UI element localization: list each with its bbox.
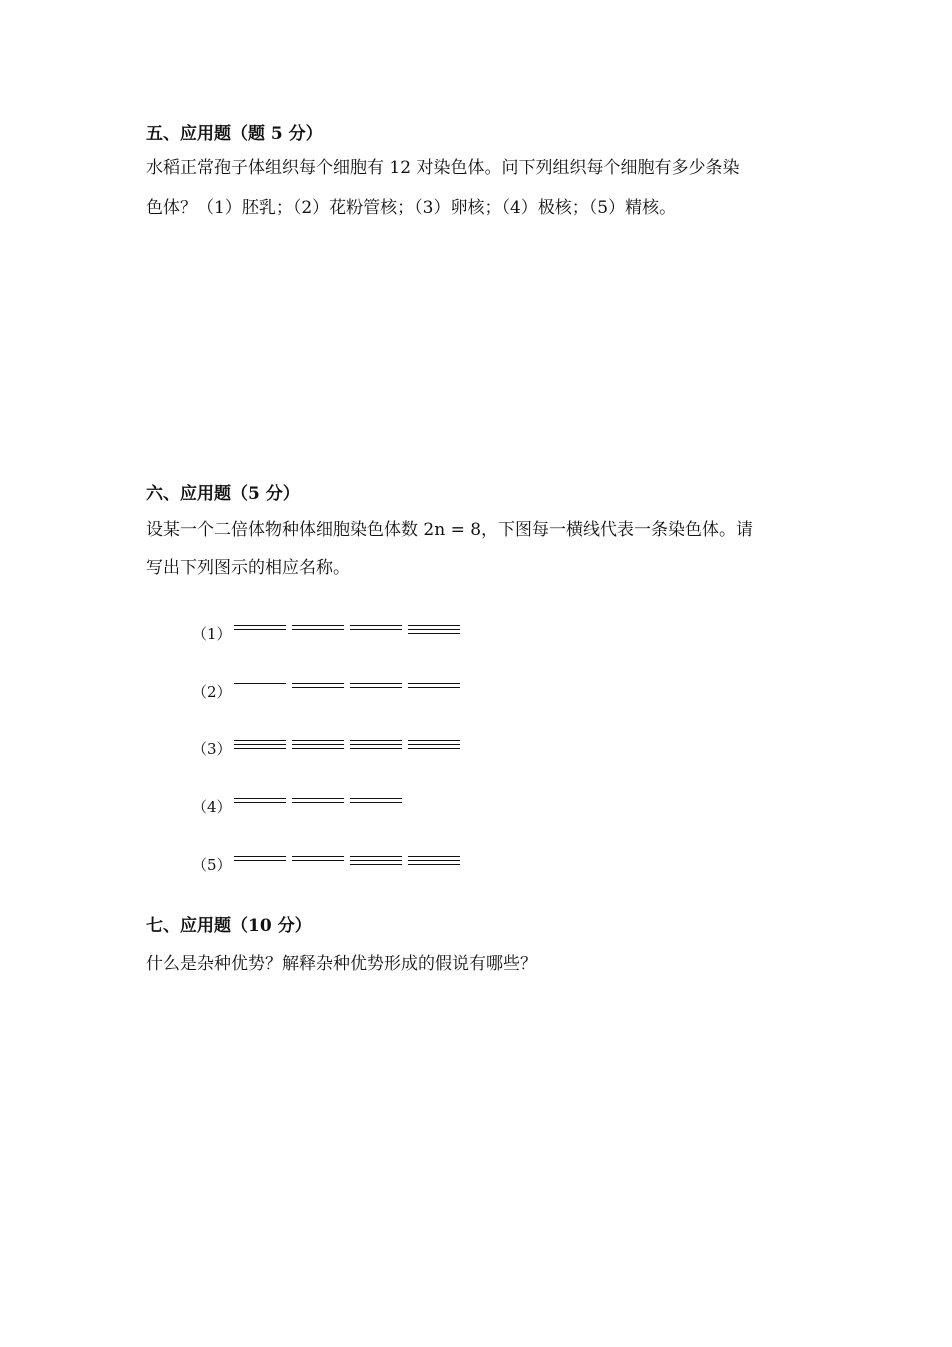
chromosome-line (408, 860, 460, 861)
chromosome-group (408, 853, 460, 877)
diagram-row-1 (192, 622, 492, 646)
chromosome-line (234, 748, 286, 749)
chromosome-group (408, 680, 460, 704)
diagram-row-2 (192, 680, 492, 704)
chromosome-line (234, 802, 286, 803)
chromosome-line (350, 798, 402, 799)
chromosome-line (292, 687, 344, 688)
section-7-heading: 七、应用题（10 分） (146, 916, 312, 936)
chromosome-line (408, 744, 460, 745)
section-6-text-line-1: 设某一个二倍体物种体细胞染色体数 2n = 8，下图每一横线代表一条染色体。请 (146, 520, 754, 540)
chromosome-group (292, 680, 344, 704)
chromosome-line (292, 798, 344, 799)
chromosome-group (292, 737, 344, 761)
chromosome-line (234, 740, 286, 741)
chromosome-line (350, 629, 402, 630)
chromosome-line (292, 740, 344, 741)
chromosome-line (234, 683, 286, 684)
chromosome-line (234, 744, 286, 745)
chromosome-group (350, 853, 402, 877)
chromosome-line (408, 687, 460, 688)
section-5-heading: 五、应用题（题 5 分） (146, 124, 323, 144)
chromosome-line (350, 740, 402, 741)
diagram-row-5 (192, 853, 492, 877)
chromosome-line (408, 748, 460, 749)
chromosome-line (292, 629, 344, 630)
chromosome-line (292, 683, 344, 684)
chromosome-group (350, 622, 402, 646)
chromosome-line (350, 856, 402, 857)
chromosome-group (292, 853, 344, 877)
chromosome-line (292, 856, 344, 857)
section-5-text-line-1: 水稻正常孢子体组织每个细胞有 12 对染色体。问下列组织每个细胞有多少条染 (146, 158, 740, 178)
chromosome-line (408, 633, 460, 634)
chromosome-line (234, 625, 286, 626)
chromosome-line (292, 860, 344, 861)
chromosome-line (408, 683, 460, 684)
chromosome-group (292, 622, 344, 646)
chromosome-group (408, 622, 460, 646)
chromosome-group (350, 795, 402, 819)
chromosome-group (234, 795, 286, 819)
chromosome-line (408, 864, 460, 865)
section-5-text-line-2: 色体？（1）胚乳；（2）花粉管核；（3）卵核；（4）极核；（5）精核。 (146, 198, 677, 218)
diagram-row-label: （5） (192, 856, 232, 874)
chromosome-line (234, 629, 286, 630)
diagram-row-label: （1） (192, 625, 232, 643)
chromosome-line (292, 744, 344, 745)
chromosome-line (350, 625, 402, 626)
chromosome-line (408, 856, 460, 857)
chromosome-line (234, 798, 286, 799)
chromosome-line (350, 802, 402, 803)
chromosome-group (234, 853, 286, 877)
chromosome-line (350, 860, 402, 861)
chromosome-line (408, 740, 460, 741)
chromosome-group (350, 680, 402, 704)
section-6-heading: 六、应用题（5 分） (146, 484, 300, 504)
chromosome-line (292, 625, 344, 626)
section-6-text-line-2: 写出下列图示的相应名称。 (146, 558, 350, 578)
chromosome-line (408, 625, 460, 626)
chromosome-line (350, 864, 402, 865)
chromosome-group (234, 737, 286, 761)
chromosome-line (350, 744, 402, 745)
chromosome-line (408, 629, 460, 630)
diagram-row-4 (192, 795, 492, 819)
chromosome-line (234, 856, 286, 857)
diagram-row-label: （2） (192, 683, 232, 701)
chromosome-group (292, 795, 344, 819)
chromosome-group (350, 737, 402, 761)
chromosome-line (350, 683, 402, 684)
chromosome-line (350, 748, 402, 749)
chromosome-line (234, 860, 286, 861)
chromosome-line (350, 687, 402, 688)
diagram-row-label: （4） (192, 798, 232, 816)
chromosome-group (234, 680, 286, 704)
chromosome-line (292, 748, 344, 749)
chromosome-line (292, 802, 344, 803)
chromosome-group (234, 622, 286, 646)
section-7-text-line-1: 什么是杂种优势？解释杂种优势形成的假说有哪些？ (146, 954, 537, 974)
chromosome-group (408, 737, 460, 761)
diagram-row-3 (192, 737, 492, 761)
diagram-row-label: （3） (192, 740, 232, 758)
